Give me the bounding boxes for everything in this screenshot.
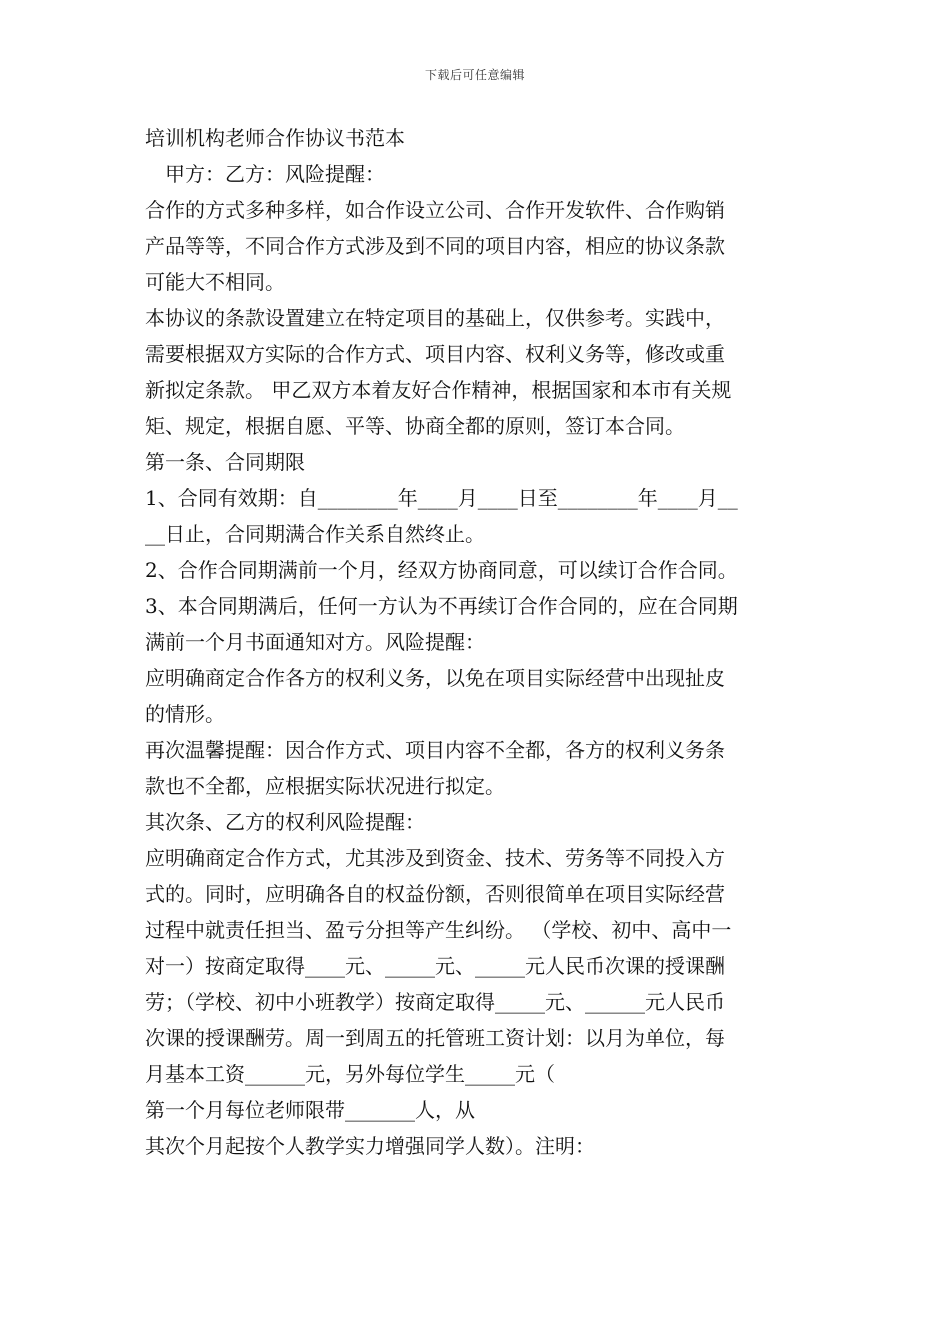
paragraph-line: 对一）按商定取得____元、_____元、_____元人民币次课的授课酬 [145, 954, 725, 978]
document-title: 培训机构老师合作协议书范本 [145, 126, 405, 150]
paragraph-line: 本协议的条款设置建立在特定项目的基础上，仅供参考。实践中， [145, 306, 725, 330]
document-body [145, 122, 810, 1164]
paragraph-line: 需要根据双方实际的合作方式、项目内容、权利义务等，修改或重 [145, 342, 725, 366]
paragraph-line: 矩、规定，根据自愿、平等、协商全都的原则，签订本合同。 [145, 414, 685, 438]
paragraph-line: __日止，合同期满合作关系自然终止。 [145, 522, 485, 546]
paragraph-line: 产品等等，不同合作方式涉及到不同的项目内容，相应的协议条款 [145, 234, 725, 258]
paragraph-line: 合作的方式多种多样，如合作设立公司、合作开发软件、合作购销 [145, 198, 725, 222]
paragraph-line: 2、合作合同期满前一个月，经双方协商同意，可以续订合作合同。 [145, 558, 738, 582]
paragraph-line: 式的。同时，应明确各自的权益份额，否则很简单在项目实际经营 [145, 882, 725, 906]
paragraph-line: 甲方：乙方：风险提醒： [165, 162, 385, 186]
paragraph-line: 应明确商定合作方式，尤其涉及到资金、技术、劳务等不同投入方 [145, 846, 725, 870]
paragraph-line: 可能大不相同。 [145, 270, 285, 294]
section-heading: 其次条、乙方的权利风险提醒： [145, 810, 425, 834]
section-heading: 第一条、合同期限 [145, 450, 305, 474]
paragraph-line: 应明确商定合作各方的权利义务，以免在项目实际经营中出现扯皮 [145, 666, 725, 690]
paragraph-line: 款也不全都，应根据实际状况进行拟定。 [145, 774, 505, 798]
paragraph-line: 其次个月起按个人教学实力增强同学人数）。注明： [145, 1134, 595, 1158]
paragraph-line: 3、本合同期满后，任何一方认为不再续订合作合同的，应在合同期 [145, 594, 738, 618]
paragraph-line: 过程中就责任担当、盈亏分担等产生纠纷。 （学校、初中、高中一 [145, 918, 732, 942]
paragraph-line: 劳；（学校、初中小班教学）按商定取得_____元、______元人民币 [145, 990, 725, 1014]
paragraph-line: 的情形。 [145, 702, 225, 726]
paragraph-line: 新拟定条款。 甲乙双方本着友好合作精神，根据国家和本市有关规 [145, 378, 732, 402]
paragraph-line: 月基本工资______元，另外每位学生_____元（ [145, 1062, 555, 1086]
paragraph-line: 次课的授课酬劳。周一到周五的托管班工资计划：以月为单位，每 [145, 1026, 725, 1050]
paragraph-line: 1、合同有效期：自________年____月____日至________年____月__ [145, 486, 738, 510]
page-header-note: 下载后可任意编辑 [424, 68, 525, 82]
paragraph-line: 满前一个月书面通知对方。风险提醒： [145, 630, 485, 654]
paragraph-line: 再次温馨提醒：因合作方式、项目内容不全都，各方的权利义务条 [145, 738, 725, 762]
paragraph-line: 第一个月每位老师限带_______人，从 [145, 1098, 475, 1122]
